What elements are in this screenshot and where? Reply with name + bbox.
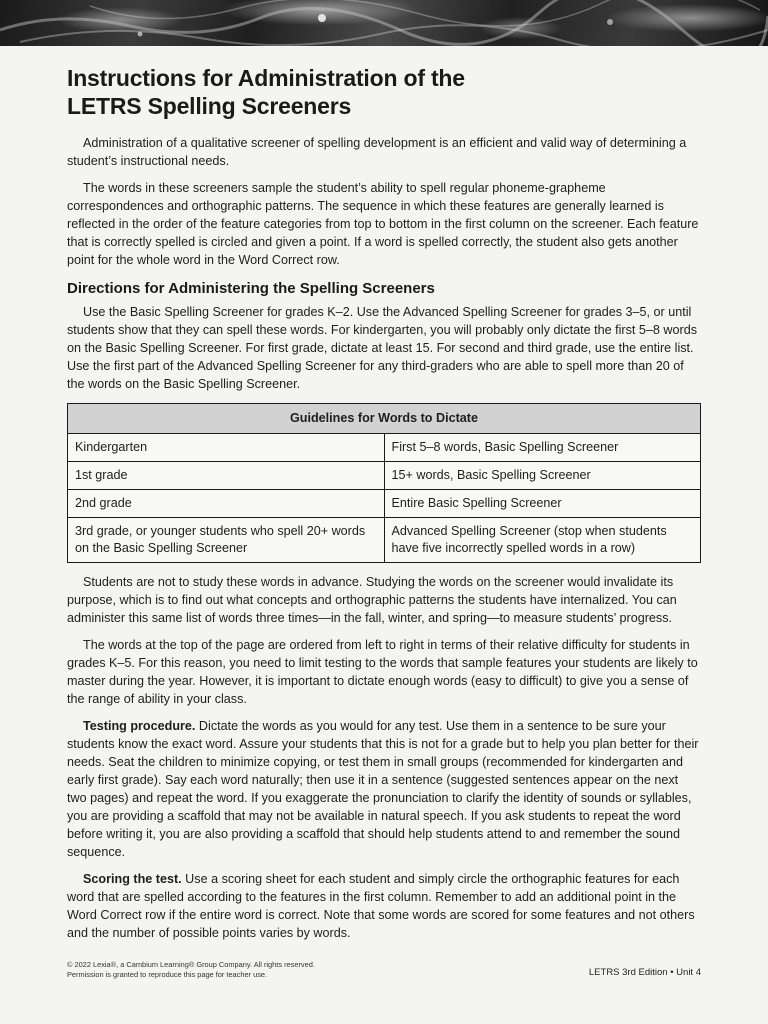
grade-cell: Kindergarten <box>68 434 385 462</box>
permission-line: Permission is granted to reproduce this page for teacher use. <box>67 970 268 979</box>
body-paragraph-order: The words at the top of the page are ordered from left to right in terms of their relative difficulty for students in grades K–5. For this reason, you need to limit testing to the words that sample features your students are likely to master during the year. However, it is important to dictate enough words (easy to difficult) to give you a sense of the range of ability in your class. <box>67 638 698 706</box>
words-cell: 15+ words, Basic Spelling Screener <box>384 462 701 490</box>
grade-cell: 2nd grade <box>68 490 385 518</box>
scoring-paragraph <box>67 870 701 942</box>
scoring-lead: Scoring the test. <box>83 872 182 886</box>
testing-procedure-lead: Testing procedure. <box>83 719 196 733</box>
page-content <box>67 64 701 942</box>
grade-cell: 1st grade <box>68 462 385 490</box>
directions-paragraph: Use the Basic Spelling Screener for grades K–2. Use the Advanced Spelling Screener for grades 3–5, or until students show that they can spell these words. For kindergarten, you will probably only dictate the first 5–8 words on the Basic Spelling Screener. For first grade, dictate at least 15. For second and third grade, use the entire list. Use the first part of the Advanced Spelling Screener for any third-graders who are able to spell more than 20 of the words on the Basic Spelling Screener. <box>67 305 698 391</box>
title-line-2: LETRS Spelling Screeners <box>67 93 352 119</box>
decorative-header-banner <box>0 0 768 46</box>
words-cell: First 5–8 words, Basic Spelling Screener <box>384 434 701 462</box>
grade-cell: 3rd grade, or younger students who spell 20+ words on the Basic Spelling Screener <box>68 518 385 563</box>
scoring-text: Use a scoring sheet for each student and simply circle the orthographic features for each word that are spelled according to the features in the first column. Remember to add an additional point in the Word Correct row if the entire word is correct. Note that some words are scored for some features and not others and the number of possible points varies by words. <box>67 872 695 940</box>
footer-copyright <box>67 960 315 980</box>
guidelines-table <box>67 403 701 563</box>
copyright-line: © 2022 Lexia®, a Cambium Learning® Group Company. All rights reserved. <box>67 960 315 969</box>
testing-procedure-text: Dictate the words as you would for any test. Use them in a sentence to be sure your students know the exact word. Assure your students that this is not for a grade but to help you plan better for their needs. Seat the children to minimize copying, or test them in small groups (recommended for kindergarten and early first grade). Say each word naturally; then use it in a sentence (suggested sentences appear on the next two pages) and repeat the word. If you exaggerate the pronunciation to clarify the identity of sounds or syllables, you are providing a scaffold that may not be available in natural speech. If you ask students to repeat the word before writing it, you are also providing a scaffold that should help students attend to and remember the sound sequence. <box>67 719 699 859</box>
table-row <box>68 434 701 462</box>
page-title <box>67 64 701 120</box>
table-row <box>68 518 701 563</box>
table-row <box>68 490 701 518</box>
testing-procedure-paragraph <box>67 717 701 861</box>
directions-heading: Directions for Administering the Spelling Screeners <box>67 280 435 297</box>
table-row <box>68 462 701 490</box>
intro-paragraph-1: Administration of a qualitative screener of spelling development is an efficient and valid way of determining a student’s instructional needs. <box>67 136 687 168</box>
intro-paragraph-2: The words in these screeners sample the student’s ability to spell regular phoneme-grapheme correspondences and orthographic patterns. The sequence in which these features are generally learned is reflected in the order of the feature categories from top to bottom in the first column on the screener. Each feature that is correctly spelled is circled and given a point. If a word is spelled correctly, the student also gets another point for the whole word in the Word Correct row. <box>67 181 699 267</box>
guidelines-table-header: Guidelines for Words to Dictate <box>68 404 701 434</box>
body-paragraph-study: Students are not to study these words in advance. Studying the words on the screener would invalidate its purpose, which is to find out what concepts and orthographic patterns the students have internalized. You can administer this same list of words three times—in the fall, winter, and spring—to measure students’ progress. <box>67 575 677 625</box>
title-line-1: Instructions for Administration of the <box>67 65 465 91</box>
footer-edition: LETRS 3rd Edition • Unit 4 <box>588 967 701 978</box>
banner-texture <box>0 0 768 46</box>
words-cell: Advanced Spelling Screener (stop when students have five incorrectly spelled words in a row) <box>384 518 701 563</box>
words-cell: Entire Basic Spelling Screener <box>384 490 701 518</box>
